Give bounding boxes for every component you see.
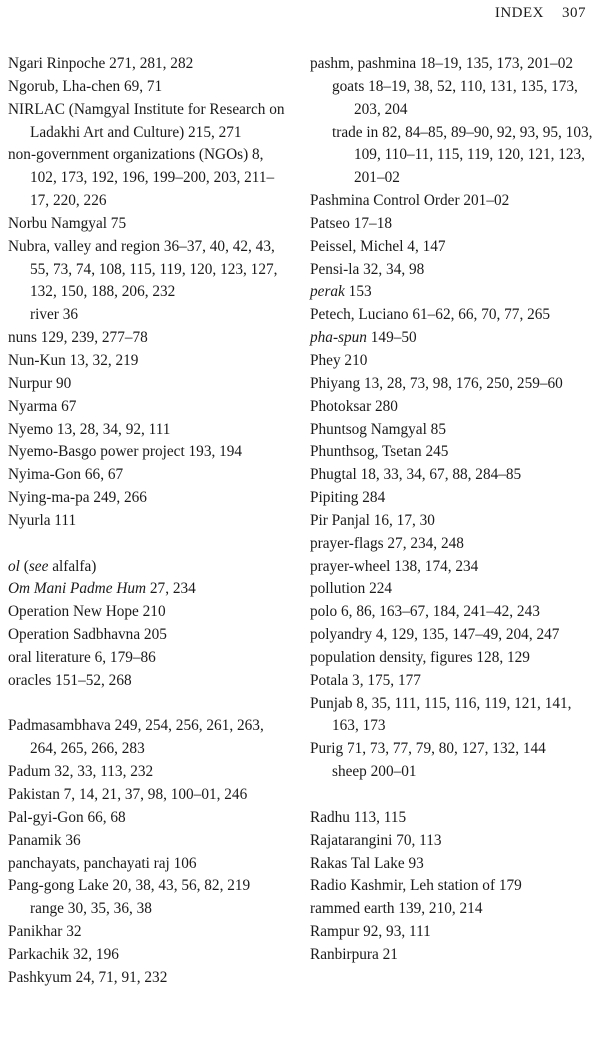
section-gap bbox=[8, 693, 292, 716]
entry-text: Pashkyum 24, 71, 91, 232 bbox=[8, 968, 168, 986]
entry-text: 153 bbox=[344, 283, 372, 301]
index-entry bbox=[8, 144, 292, 213]
entry-text: oral literature 6, 179–86 bbox=[8, 648, 156, 666]
index-entry bbox=[310, 670, 596, 693]
entry-text: nuns 129, 239, 277–78 bbox=[8, 329, 148, 347]
entry-text: Padmasambhava 249, 254, 256, 261, 263, 264, 265, 266, 283 bbox=[8, 717, 264, 758]
entry-text: range 30, 35, 36, 38 bbox=[30, 900, 152, 918]
index-entry bbox=[310, 647, 596, 670]
index-subentry bbox=[310, 122, 596, 191]
entry-text: Pal-gyi-Gon 66, 68 bbox=[8, 808, 126, 826]
italic-term: Om Mani Padme Hum bbox=[8, 580, 147, 598]
index-entry bbox=[310, 327, 596, 350]
entry-text: Nurpur 90 bbox=[8, 374, 72, 392]
index-entry bbox=[8, 441, 292, 464]
entry-text: Pipiting 284 bbox=[310, 489, 386, 507]
index-entry bbox=[310, 898, 596, 921]
entry-text: river 36 bbox=[30, 306, 78, 324]
section-gap bbox=[8, 533, 292, 556]
index-entry bbox=[310, 510, 596, 533]
index-entry bbox=[310, 830, 596, 853]
entry-text: Pashmina Control Order 201–02 bbox=[310, 192, 510, 210]
index-entry bbox=[310, 853, 596, 876]
index-entry bbox=[8, 601, 292, 624]
entry-text: polo 6, 86, 163–67, 184, 241–42, 243 bbox=[310, 603, 540, 621]
index-entry bbox=[8, 464, 292, 487]
entry-text: rammed earth 139, 210, 214 bbox=[310, 900, 483, 918]
entry-text: Pang-gong Lake 20, 38, 43, 56, 82, 219 bbox=[8, 877, 251, 895]
entry-text: Petech, Luciano 61–62, 66, 70, 77, 265 bbox=[310, 306, 551, 324]
entry-text: Ngorub, Lha-chen 69, 71 bbox=[8, 77, 163, 95]
entry-text: Parkachik 32, 196 bbox=[8, 945, 119, 963]
entry-text: 27, 234 bbox=[146, 580, 196, 598]
entry-text: Panikhar 32 bbox=[8, 923, 82, 941]
index-entry bbox=[310, 419, 596, 442]
index-column-right bbox=[310, 53, 596, 967]
entry-text: Phugtal 18, 33, 34, 67, 88, 284–85 bbox=[310, 466, 522, 484]
entry-text: Nyemo 13, 28, 34, 92, 111 bbox=[8, 420, 171, 438]
entry-text: Punjab 8, 35, 111, 115, 116, 119, 121, 141, 163, 173 bbox=[310, 694, 572, 735]
index-entry bbox=[8, 76, 292, 99]
index-entry bbox=[8, 510, 292, 533]
entry-text: Peissel, Michel 4, 147 bbox=[310, 237, 446, 255]
index-entry bbox=[8, 921, 292, 944]
index-entry bbox=[8, 761, 292, 784]
entry-text: population density, figures 128, 129 bbox=[310, 648, 530, 666]
index-entry bbox=[310, 236, 596, 259]
index-entry bbox=[8, 624, 292, 647]
index-entry bbox=[8, 327, 292, 350]
entry-text: polyandry 4, 129, 135, 147–49, 204, 247 bbox=[310, 626, 560, 644]
entry-text: Operation New Hope 210 bbox=[8, 603, 166, 621]
index-entry bbox=[310, 556, 596, 579]
section-gap bbox=[310, 784, 596, 807]
index-entry bbox=[310, 396, 596, 419]
index-subentry bbox=[8, 898, 292, 921]
index-subentry bbox=[8, 304, 292, 327]
index-entry bbox=[8, 944, 292, 967]
italic-term: pha-spun bbox=[310, 329, 367, 347]
header-title: INDEX bbox=[494, 5, 544, 21]
entry-text: prayer-wheel 138, 174, 234 bbox=[310, 557, 479, 575]
entry-text: trade in 82, 84–85, 89–90, 92, 93, 95, 103, 109, 110–11, 115, 119, 120, 121, 123, 201–02 bbox=[332, 123, 593, 187]
running-header bbox=[0, 5, 586, 22]
index-entry bbox=[310, 259, 596, 282]
index-entry bbox=[310, 304, 596, 327]
index-entry bbox=[310, 487, 596, 510]
entry-text: Pakistan 7, 14, 21, 37, 98, 100–01, 246 bbox=[8, 786, 248, 803]
entry-text: Phey 210 bbox=[310, 351, 368, 369]
entry-text: Photoksar 280 bbox=[310, 397, 398, 415]
index-entry bbox=[310, 738, 596, 761]
index-subentry bbox=[310, 761, 596, 784]
index-entry bbox=[8, 487, 292, 510]
index-entry bbox=[310, 693, 596, 739]
entry-text: pashm, pashmina 18–19, 135, 173, 201–02 bbox=[310, 55, 574, 72]
entry-text: Phunthsog, Tsetan 245 bbox=[310, 443, 449, 461]
index-subentry bbox=[310, 76, 596, 122]
index-entry bbox=[310, 921, 596, 944]
index-entry bbox=[8, 670, 292, 693]
italic-term: see bbox=[28, 557, 49, 575]
entry-text: Potala 3, 175, 177 bbox=[310, 671, 421, 689]
entry-text: Ranbirpura 21 bbox=[310, 945, 398, 963]
entry-text: Nyemo-Basgo power project 193, 194 bbox=[8, 443, 243, 461]
entry-text: Norbu Namgyal 75 bbox=[8, 214, 127, 232]
entry-text: ( bbox=[19, 557, 29, 575]
index-entry bbox=[310, 190, 596, 213]
entry-text: Rajatarangini 70, 113 bbox=[310, 831, 442, 849]
index-column-left bbox=[8, 53, 292, 990]
index-entry bbox=[8, 715, 292, 761]
index-entry bbox=[8, 396, 292, 419]
index-entry bbox=[310, 350, 596, 373]
entry-text: Pensi-la 32, 34, 98 bbox=[310, 260, 425, 278]
index-entry bbox=[8, 373, 292, 396]
page-number: 307 bbox=[562, 5, 586, 21]
entry-text: non-government organizations (NGOs) 8, 102, 173, 192, 196, 199–200, 203, 211–17, 220, 226 bbox=[8, 146, 275, 210]
entry-text: Padum 32, 33, 113, 232 bbox=[8, 763, 154, 781]
entry-text: Nyima-Gon 66, 67 bbox=[8, 466, 124, 484]
index-entry bbox=[310, 533, 596, 556]
italic-term: perak bbox=[310, 283, 345, 301]
entry-text: Ngari Rinpoche 271, 281, 282 bbox=[8, 55, 194, 72]
index-entry bbox=[8, 99, 292, 145]
index-entry bbox=[8, 967, 292, 990]
index-entry bbox=[310, 601, 596, 624]
index-entry bbox=[310, 875, 596, 898]
entry-text: Rakas Tal Lake 93 bbox=[310, 854, 424, 872]
entry-text: oracles 151–52, 268 bbox=[8, 671, 132, 689]
entry-text: NIRLAC (Namgyal Institute for Research on Ladakhi Art and Culture) 215, 271 bbox=[8, 100, 285, 141]
entry-text: prayer-flags 27, 234, 248 bbox=[310, 534, 464, 552]
index-entry bbox=[8, 556, 292, 579]
index-entry bbox=[310, 441, 596, 464]
entry-text: panchayats, panchayati raj 106 bbox=[8, 854, 197, 872]
entry-text: Nun-Kun 13, 32, 219 bbox=[8, 351, 139, 369]
entry-text: Patseo 17–18 bbox=[310, 214, 393, 232]
index-entry bbox=[310, 944, 596, 967]
index-entry bbox=[8, 350, 292, 373]
index-entry bbox=[8, 807, 292, 830]
index-entry bbox=[310, 464, 596, 487]
index-entry bbox=[310, 281, 596, 304]
entry-text: Pir Panjal 16, 17, 30 bbox=[310, 511, 435, 529]
index-entry bbox=[8, 419, 292, 442]
index-entry bbox=[310, 624, 596, 647]
entry-text: alfalfa) bbox=[48, 557, 97, 575]
index-entry bbox=[8, 213, 292, 236]
index-entry bbox=[8, 53, 292, 76]
entry-text: Nubra, valley and region 36–37, 40, 42, 43, 55, 73, 74, 108, 115, 119, 120, 123, 127, 132, 150, 188, 206, 232 bbox=[8, 237, 278, 301]
entry-text: pollution 224 bbox=[310, 580, 393, 598]
entry-text: Radio Kashmir, Leh station of 179 bbox=[310, 877, 522, 895]
index-entry bbox=[310, 53, 596, 76]
entry-text: Phuntsog Namgyal 85 bbox=[310, 420, 446, 438]
index-entry bbox=[8, 853, 292, 876]
index-entry bbox=[310, 373, 596, 396]
entry-text: Purig 71, 73, 77, 79, 80, 127, 132, 144 bbox=[310, 740, 546, 758]
entry-text: Phiyang 13, 28, 73, 98, 176, 250, 259–60 bbox=[310, 374, 563, 392]
index-entry bbox=[8, 647, 292, 670]
index-entry bbox=[8, 875, 292, 898]
entry-text: Panamik 36 bbox=[8, 831, 81, 849]
index-entry bbox=[310, 213, 596, 236]
index-entry bbox=[8, 578, 292, 601]
italic-term: ol bbox=[8, 557, 20, 575]
index-entry bbox=[8, 784, 292, 807]
entry-text: Operation Sadbhavna 205 bbox=[8, 626, 167, 644]
index-entry bbox=[8, 236, 292, 305]
index-entry bbox=[310, 807, 596, 830]
entry-text: Nyurla 111 bbox=[8, 511, 77, 529]
entry-text: Nying-ma-pa 249, 266 bbox=[8, 489, 147, 507]
entry-text: Radhu 113, 115 bbox=[310, 808, 407, 826]
entry-text: Rampur 92, 93, 111 bbox=[310, 923, 431, 941]
entry-text: 149–50 bbox=[366, 329, 417, 347]
index-entry bbox=[8, 830, 292, 853]
index-entry bbox=[310, 578, 596, 601]
entry-text: goats 18–19, 38, 52, 110, 131, 135, 173, 203, 204 bbox=[332, 77, 578, 118]
entry-text: sheep 200–01 bbox=[332, 763, 417, 781]
entry-text: Nyarma 67 bbox=[8, 397, 77, 415]
